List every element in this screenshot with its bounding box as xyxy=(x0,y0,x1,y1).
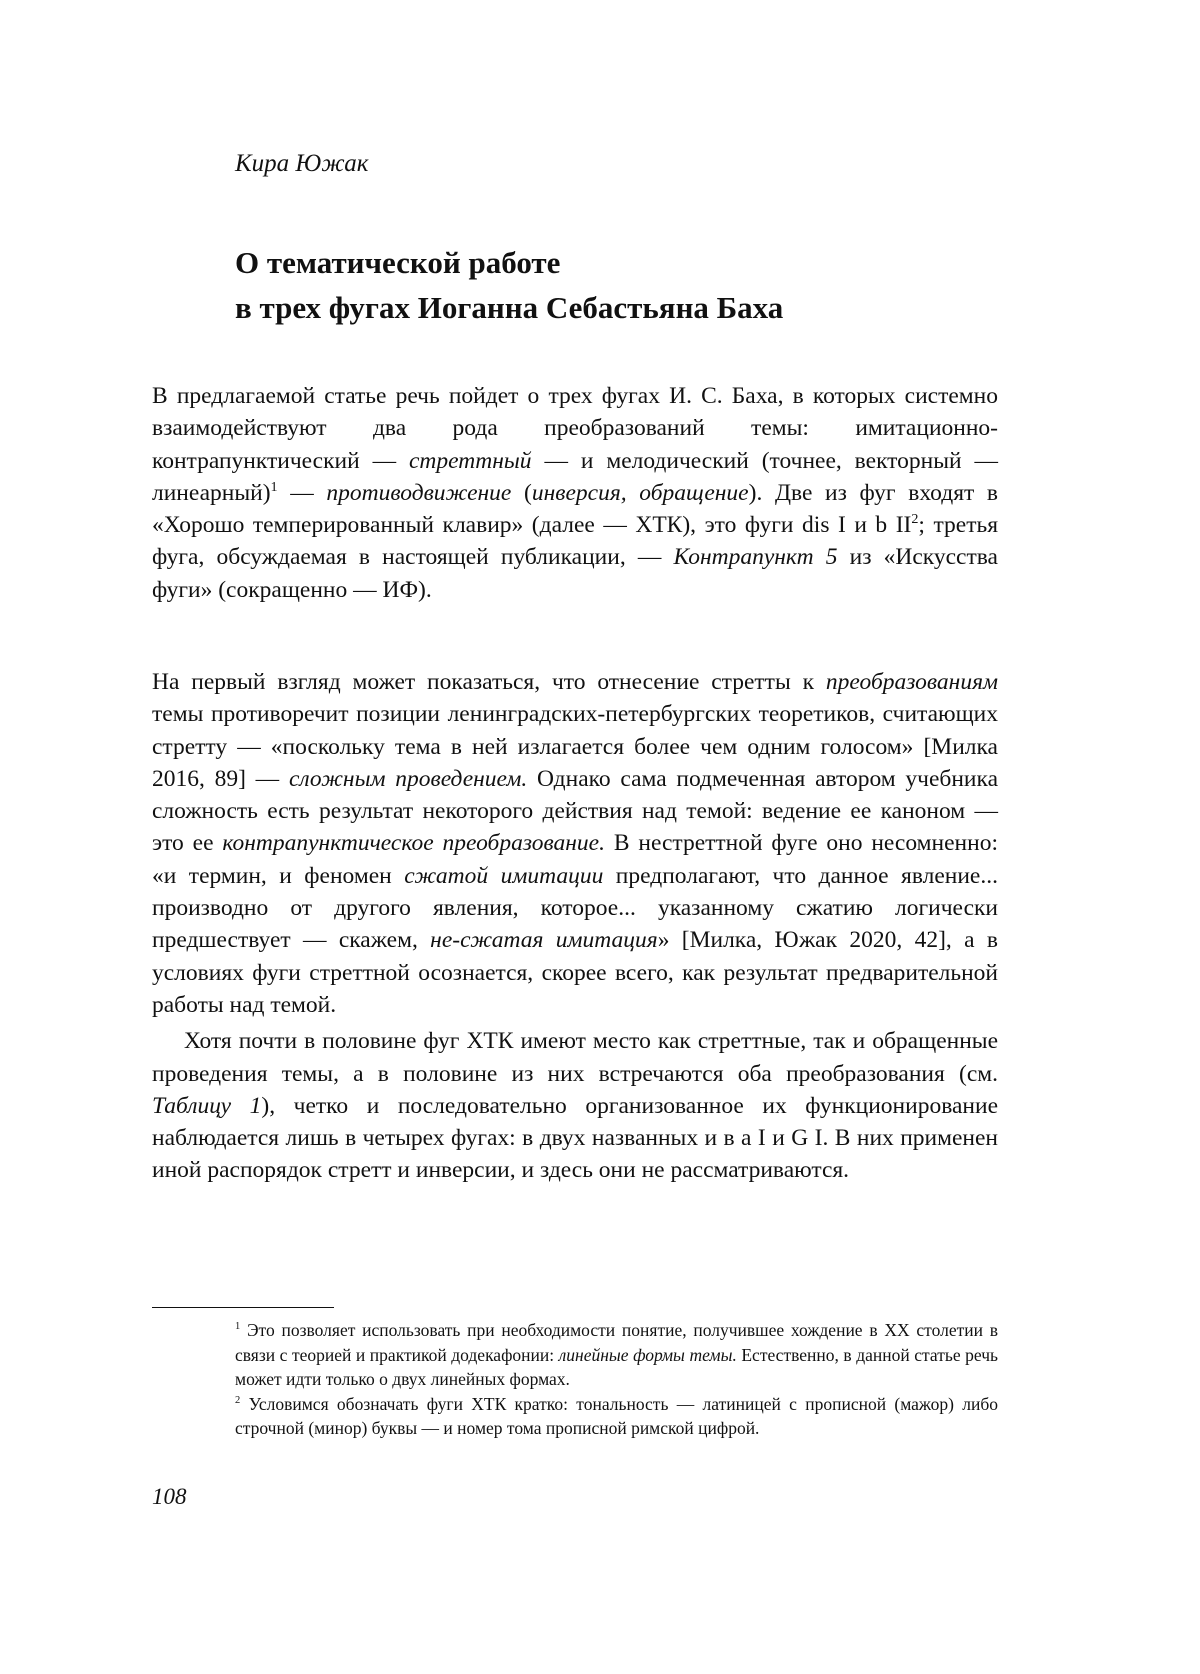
article-title xyxy=(235,240,783,330)
text-run: Естественно, в данной статье речь может идти только о двух линейных формах. xyxy=(235,1345,998,1390)
text-run: — xyxy=(278,480,327,506)
text-run: ( xyxy=(511,480,531,506)
italic-run: контрапункти­ческое преобразование. xyxy=(222,830,605,856)
text-run: Это позволяет использовать при необходимости понятие, получившее хождение в XX столетии в связи с теорией и практикой додекафонии: xyxy=(235,1320,998,1365)
italic-run: Таблицу 1 xyxy=(152,1093,261,1119)
text-run: ). Две из фуг входят в «Хорошо темперированный клавир» (далее — ХТК), это фуги dis I и b II xyxy=(152,480,998,538)
title-line-2: в трех фугах Иоганна Себастьяна Баха xyxy=(235,285,783,330)
text-run: На первый взгляд может показаться, что отнесение стретты к xyxy=(152,669,826,695)
italic-run: инверсия, обращение xyxy=(532,480,749,506)
text-run: В предлагаемой статье речь пойдет о трех фугах И. С. Баха, в которых систем­но взаимодействуют два рода преобразований темы: имитационно-контрапунктический — xyxy=(152,383,998,474)
text-run: предполагают, что данное явление... производно от другого явления, которое... указанному сжатию логиче­ски предшествует — скажем, xyxy=(152,863,998,954)
footnote-ref-2[interactable]: 2 xyxy=(911,511,918,527)
italic-run: стреттный xyxy=(409,448,532,474)
footnote-number: 2 xyxy=(235,1395,240,1406)
text-run: — и мелодический (точнее, вектор­ный — линеарный) xyxy=(152,448,998,506)
page-number: 108 xyxy=(152,1484,187,1510)
footnote-separator xyxy=(152,1307,334,1308)
footnotes xyxy=(235,1318,998,1441)
text-run: ; третья фуга, обсуждаемая в настоящей публикации, — xyxy=(152,512,998,570)
italic-run: линейные формы темы. xyxy=(559,1345,737,1365)
italic-run: преобразо­ваниям xyxy=(826,669,998,695)
author-name: Кира Южак xyxy=(235,150,368,178)
footnote-2 xyxy=(235,1392,998,1441)
text-run: » [Милка, Южак 2020, 42], а в условиях фуги стреттной осознается, скорее всего, как результат предварительной работы над темой. xyxy=(152,927,998,1018)
footnote-number: 1 xyxy=(235,1321,240,1332)
paragraph-1 xyxy=(152,666,998,1021)
text-run: темы противоречит позиции ленинградских-петербургских тео­ретиков, считающих стретту — «поскольку тема в ней излагается более чем одним голосом» [Милка 2016, 89] — xyxy=(152,701,998,792)
text-run: Условимся обозначать фуги ХТК кратко: тональность — латиницей с прописной (ма­жор) либо строчной (минор) буквы — и номер тома прописной римской цифрой. xyxy=(235,1394,998,1439)
italic-run: Контрапункт 5 xyxy=(674,544,838,570)
text-run: В нестреттной фуге оно несомненно: «и термин, и феномен xyxy=(152,830,998,888)
italic-run: не-сжатая имитация xyxy=(430,927,658,953)
body-text xyxy=(152,666,998,1187)
paragraph-2 xyxy=(152,1025,998,1186)
abstract xyxy=(152,380,998,606)
title-line-1: О тематической работе xyxy=(235,240,783,285)
footnote-ref-1[interactable]: 1 xyxy=(271,479,278,495)
footnote-1 xyxy=(235,1318,998,1392)
text-run: из «Искусства фуги» (сокращенно — ИФ). xyxy=(152,544,998,602)
italic-run: противодвижение xyxy=(326,480,511,506)
text-run: Хотя почти в половине фуг ХТК имеют место как стреттные, так и об­ращенные проведения темы, а в половине из них встречаются оба преоб­разования (см. xyxy=(152,1028,998,1086)
text-run: Однако сама подмеченная автором учебника сложность есть результат некото­рого действия над темой: ведение ее каноном — это ее xyxy=(152,766,998,857)
italic-run: сжатой имитации xyxy=(404,863,603,889)
text-run: ), четко и последовательно организованное их функционирование наблюдается лишь в четырех фугах: в двух назван­ных и в a I и G I. В них применен иной распорядок стретт и инверсии, и здесь они не рассматриваются. xyxy=(152,1093,998,1184)
italic-run: сложным проведением. xyxy=(289,766,527,792)
document-page xyxy=(0,0,1200,1674)
